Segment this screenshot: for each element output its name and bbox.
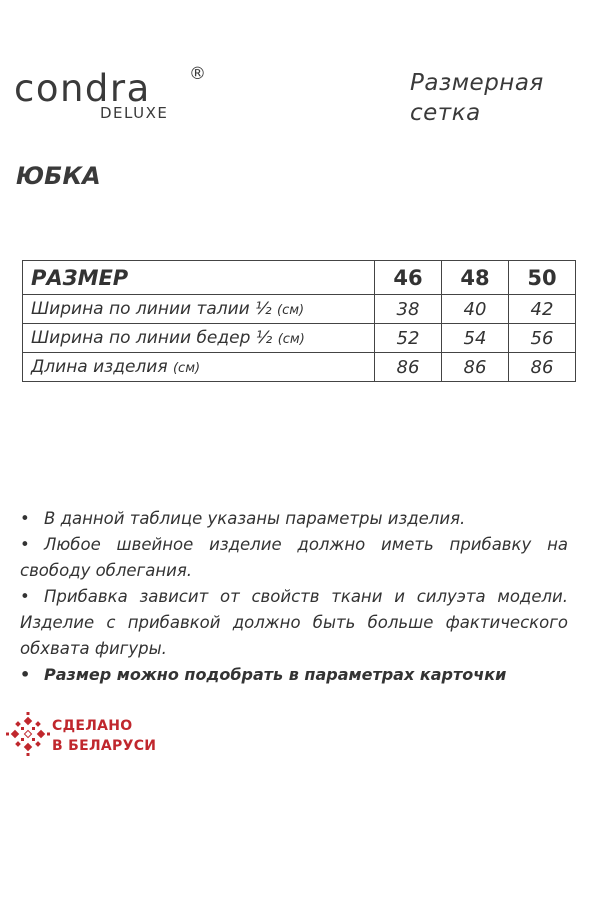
row-value: 56 [509, 324, 576, 353]
brand-line: DELUXE [100, 104, 169, 122]
row-value: 86 [509, 353, 576, 382]
row-unit: (см) [277, 303, 305, 318]
size-table [22, 260, 576, 382]
note-item-emphasis [20, 662, 568, 688]
header-size: 48 [442, 261, 509, 295]
row-label-text: Ширина по линии бедер ½ [31, 328, 273, 348]
note-item [20, 532, 568, 584]
note-item [20, 584, 568, 662]
row-value: 52 [375, 324, 442, 353]
row-label [23, 353, 375, 382]
page-title [410, 68, 590, 128]
row-value: 38 [375, 295, 442, 324]
row-unit: (см) [277, 332, 305, 347]
row-value: 54 [442, 324, 509, 353]
row-label [23, 324, 375, 353]
table-row [23, 353, 576, 382]
made-in-text [52, 716, 156, 756]
product-title: ЮБКА [16, 162, 101, 190]
page-title-line1: Размерная [410, 70, 544, 96]
notes-list [20, 506, 568, 688]
table-header-row [23, 261, 576, 295]
row-value: 86 [375, 353, 442, 382]
table-row [23, 295, 576, 324]
bullet-icon: • [20, 587, 30, 606]
note-text: Любое швейное изделие должно иметь прибавку на свободу облегания. [20, 535, 568, 580]
made-in-line1: СДЕЛАНО [52, 718, 133, 734]
row-value: 42 [509, 295, 576, 324]
ornament-icon [6, 712, 50, 756]
brand-logo [14, 66, 214, 126]
made-in-belarus-badge [6, 712, 166, 762]
table-row [23, 324, 576, 353]
row-label [23, 295, 375, 324]
row-value: 40 [442, 295, 509, 324]
bullet-icon: • [20, 509, 30, 528]
header-size: 46 [375, 261, 442, 295]
row-label-text: Длина изделия [31, 357, 168, 377]
note-item [20, 506, 568, 532]
page-title-line2: сетка [410, 100, 481, 126]
bullet-icon: • [20, 535, 30, 554]
row-label-text: Ширина по линии талии ½ [31, 299, 272, 319]
header-size: 50 [509, 261, 576, 295]
brand-name: condra [14, 67, 151, 110]
note-text: В данной таблице указаны параметры изделия. [44, 509, 466, 528]
header-label: РАЗМЕР [23, 261, 375, 295]
row-unit: (см) [172, 361, 201, 376]
bullet-icon: • [20, 665, 31, 684]
made-in-line2: В БЕЛАРУСИ [52, 738, 157, 754]
note-text: Прибавка зависит от свойств ткани и силуэта модели. Изделие с прибавкой должно быть больше фактического обхвата фигуры. [20, 587, 568, 658]
row-value: 86 [442, 353, 509, 382]
note-text: Размер можно подобрать в параметрах карточки [44, 665, 507, 684]
registered-mark: ® [189, 64, 206, 84]
